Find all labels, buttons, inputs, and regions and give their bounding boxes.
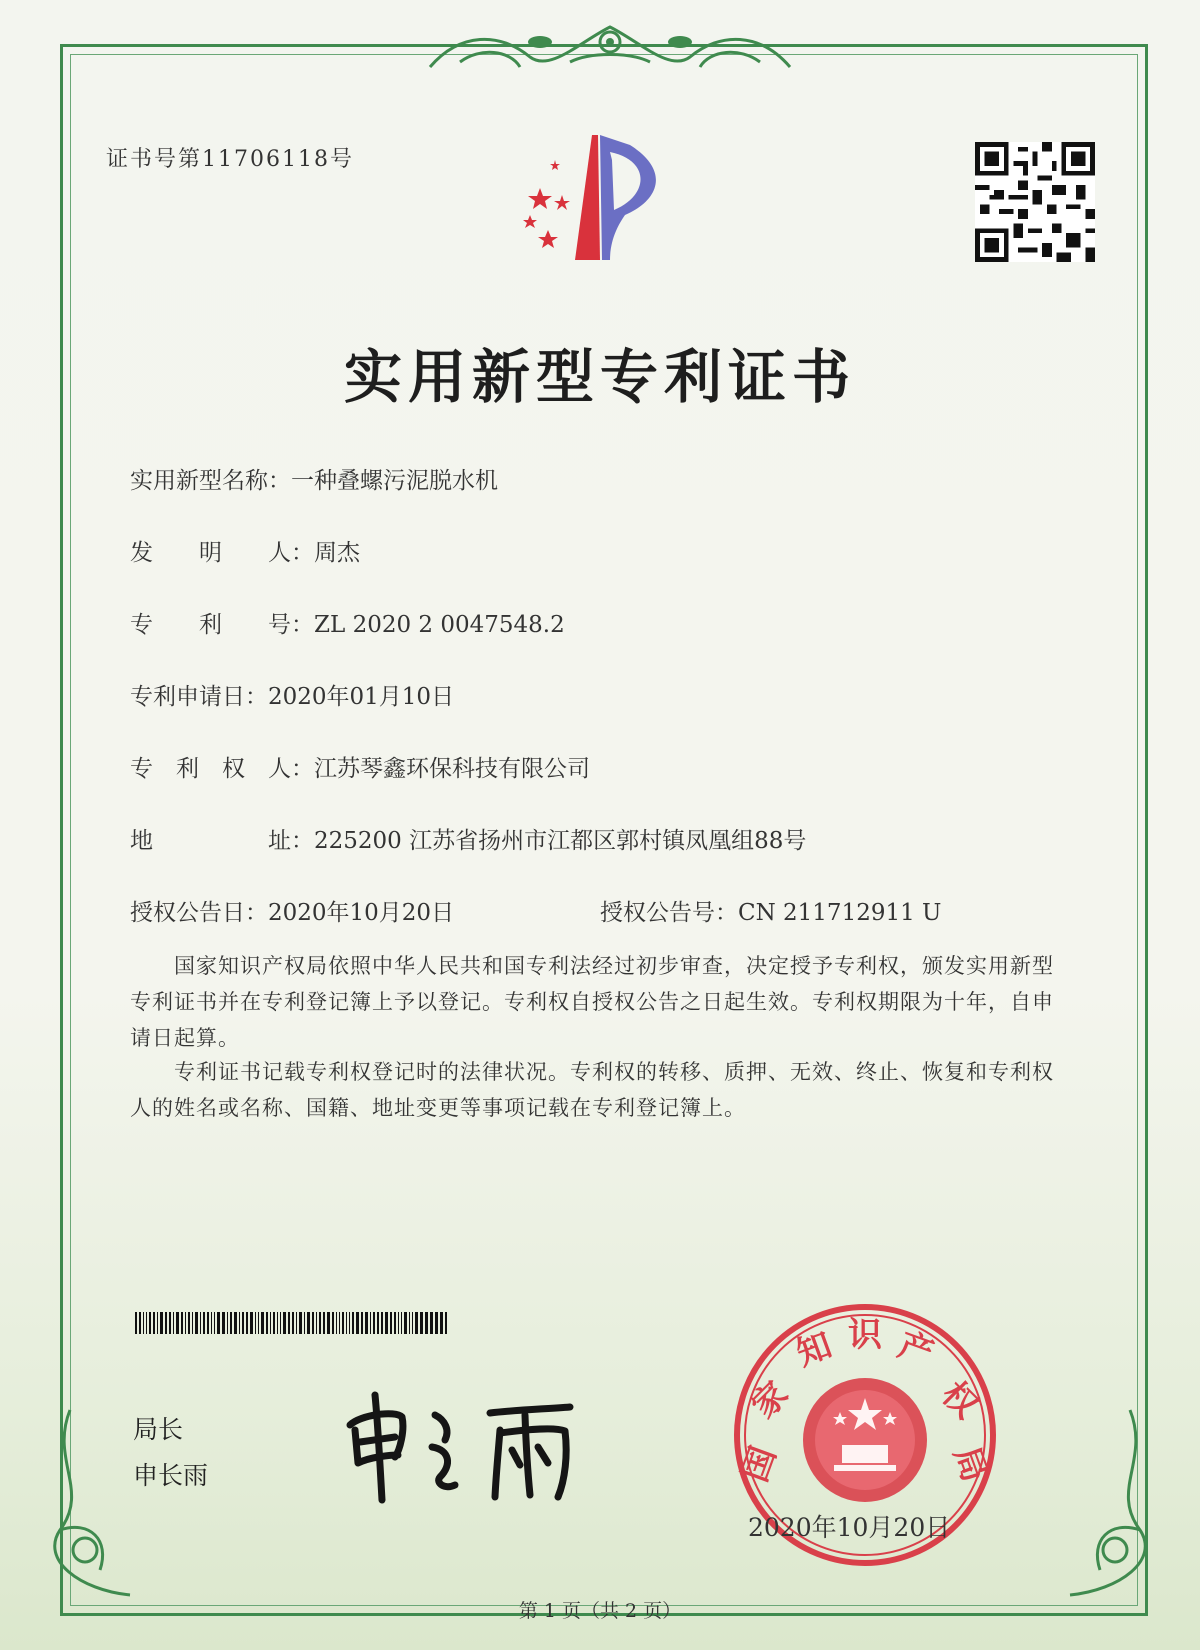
field-value: 一种叠螺污泥脱水机 [291, 468, 498, 494]
page-number: 第 1 页（共 2 页） [518, 1600, 682, 1622]
field-address [130, 822, 806, 855]
certificate-number: 证书号第11706118号 [106, 147, 354, 172]
field-value: 江苏琴鑫环保科技有限公司 [314, 756, 590, 782]
cnipa-logo-icon [510, 130, 710, 280]
field-inventor [130, 534, 360, 567]
field-label: 专利申请日： [130, 684, 268, 710]
legal-paragraph-1: 国家知识产权局依照中华人民共和国专利法经过初步审查，决定授予专利权，颁发实用新型专利证书并在专利登记簿上予以登记。专利权自授权公告之日起生效。专利权期限为十年，自申请日起算。 [130, 954, 1054, 1050]
field-utility-model-name [130, 462, 498, 495]
field-patent-number [130, 606, 565, 639]
field-label: 授权公告日： [130, 900, 268, 926]
director-name: 申长雨 [133, 1461, 209, 1490]
director-signature-icon [340, 1385, 610, 1505]
field-announcement-number [600, 894, 941, 927]
field-label: 实用新型名称： [130, 468, 291, 494]
svg-text:产: 产 [892, 1325, 939, 1375]
top-ornament-icon [420, 12, 800, 82]
field-value: 2020年10月20日 [268, 900, 455, 926]
svg-text:国: 国 [735, 1441, 785, 1488]
svg-text:知: 知 [791, 1325, 838, 1375]
field-value: 2020年01月10日 [268, 684, 455, 710]
svg-text:识: 识 [848, 1315, 882, 1355]
seal-date: 2020年10月20日 [748, 1513, 951, 1542]
svg-text:权: 权 [933, 1374, 986, 1427]
field-patentee [130, 750, 590, 783]
field-label: 授权公告号： [600, 900, 738, 926]
field-label: 发 明 人： [130, 540, 314, 566]
field-label: 专 利 号： [130, 612, 314, 638]
corner-ornament-right-icon [1060, 1400, 1170, 1600]
field-label: 地 址： [130, 828, 314, 854]
corner-ornament-left-icon [30, 1400, 140, 1600]
director-title: 局长 [133, 1415, 184, 1444]
field-value: CN 211712911 U [738, 900, 942, 926]
svg-text:局: 局 [945, 1441, 995, 1488]
field-application-date [130, 678, 454, 711]
field-value: 225200 江苏省扬州市江都区郭村镇凤凰组88号 [314, 828, 807, 854]
svg-text:家: 家 [744, 1374, 797, 1427]
qr-code-icon[interactable] [975, 142, 1095, 262]
field-label: 专 利 权 人： [130, 756, 314, 782]
field-value: ZL 2020 2 0047548.2 [314, 612, 565, 638]
field-value: 周杰 [314, 540, 360, 566]
legal-paragraph-2: 专利证书记载专利权登记时的法律状况。专利权的转移、质押、无效、终止、恢复和专利权人的姓名或名称、国籍、地址变更等事项记载在专利登记簿上。 [130, 1060, 1054, 1120]
field-grant-date [130, 894, 454, 927]
barcode-icon [135, 1312, 450, 1334]
certificate-title: 实用新型专利证书 [343, 343, 856, 411]
